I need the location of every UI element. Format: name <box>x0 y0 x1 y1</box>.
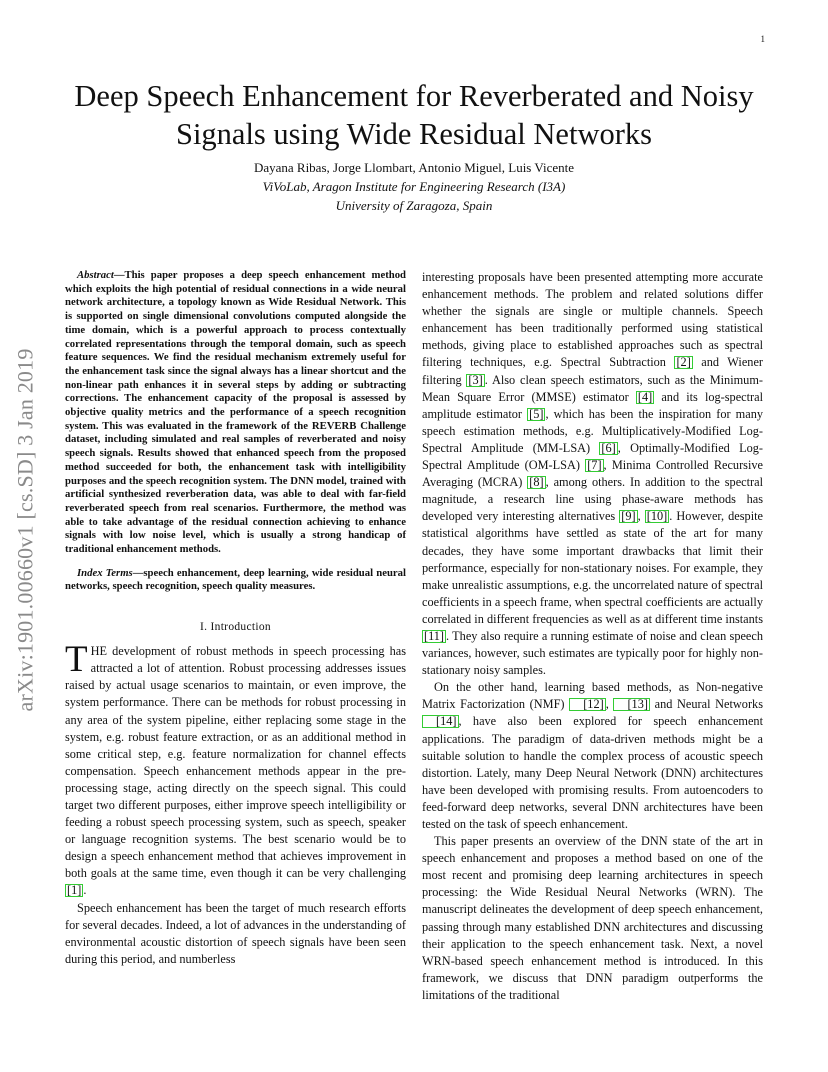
abstract <box>65 269 406 557</box>
author-block <box>70 158 758 215</box>
intro-paragraph-1 <box>65 639 406 899</box>
abstract-label: Abstract <box>77 269 114 281</box>
right-column <box>422 269 763 1004</box>
affiliation-university: University of Zaragoza, Spain <box>335 198 493 213</box>
text-run: interesting proposals have been presented attempting more accurate enhancement methods. The problem and related solutions differ whether the signals are single or multiple channels. Speech enhancement has been traditionally performed using statistical methods, giving place to established approaches such as spectral filtering techniques, e.g. Spectral Subtraction <box>422 270 763 370</box>
left-column <box>65 269 406 968</box>
index-terms <box>65 567 406 594</box>
right-paragraph-1 <box>422 269 763 679</box>
text-run: On the other hand, learning based methods, as Non-negative Matrix Factorization (NMF) <box>422 680 763 712</box>
author-names: Dayana Ribas, Jorge Llombart, Antonio Miguel, Luis Vicente <box>253 160 575 175</box>
index-terms-label: Index Terms <box>77 566 133 579</box>
text-run: , Minima Controlled Recursive Averaging (MCRA) <box>422 458 763 490</box>
citation-link[interactable]: [3] <box>468 372 483 387</box>
text-run: , <box>637 509 645 524</box>
text-run: , have also been explored for speech enhancement applications. The paradigm of data-driven methods might be a suitable solution to handle the complex process of acoustic speech distortion. Lately, many Deep Neural Network (DNN) architectures have been developed with promising results. From autoencoders to feed-forward deep networks, several DNN architectures have been tested on the task of speech enhancement. <box>422 714 763 831</box>
abstract-text: —This paper proposes a deep speech enhancement method which exploits the high potential of residual connections in a wide neural network architecture, a topology known as Wide Residual Network. This is supported on single dimensional convolutions computed alongside the time domain, which is a powerful approach to process contextually correlated representations through the temporal domain, such as speech feature sequences. We find the residual mechanism extremely useful for the enhancement task since the signal always has a linear shortcut and the non-linear path enhances it in several steps by adding or subtracting corrections. The enhancement capacity of the proposal is assessed by objective quality metrics and the performance of a speech recognition system. This was evaluated in the framework of the REVERB Challenge dataset, including simulated and real samples of reverberated and noisy speech signals. Results showed that enhanced speech from the proposed method succeeded for both, the enhancement task with intelligibility purposes and the speech recognition system. The DNN model, trained with artificial synthesized reverberation data, was able to deal with far-field reverberated speech from real scenarios. Furthermore, the method was able to take advantage of the residual connection achieving to enhance signals with low noise level, which is usually a strong handicap of traditional enhancement methods. <box>65 269 406 556</box>
intro-p1-text: HE development of robust methods in speech processing has attracted a lot of attention. Robust processing addresses issues raised by actual usage scenarios to maintain, or even improve, the system performance. There can be methods for robust processing in any area of the system pipeline, either replacing some stage in the system, e.g. robust feature extraction, or as an additional method in some critical step, e.g. feature normalization for channel effects compensation. Speech enhancement methods appear in the pre-processing stage, acting directly on the speech signal. This could target two different purposes, either improve speech intelligibility or feeding a robust speech processing system, such as speech, speaker or language recognition systems. The best scenario would be to design a speech enhancement method that achieves improvement in both goals at the same time, even though it can be very challenging <box>65 644 406 881</box>
text-run: and its log-spectral amplitude estimator <box>422 389 763 421</box>
citation-link[interactable]: [9] <box>621 509 636 524</box>
citation-link[interactable]: [10] <box>646 509 668 524</box>
right-paragraph-2 <box>422 679 763 833</box>
section-heading-introduction: I. Introduction <box>200 621 271 634</box>
text-run: . However, despite statistical algorithms have settled as state of the art for many decades, they have some important drawbacks that limit their performance, especially for non-stationary noises. For example, they make unrealistic assumptions, e.g. the uncorrelated nature of spectral coefficients in a speech frame, when spectral coefficients are actually correlated in different frequencies as well as at different time instants <box>422 509 763 626</box>
text-run: , among others. In addition to the spectral magnitude, a research line using phase-aware methods has developed very interesting alternatives <box>422 475 764 524</box>
intro-paragraph-2: Speech enhancement has been the target of much research efforts for several decades. Indeed, a lot of advances in the understanding of environmental acoustic distortion of speech signals have been seen during this period, and numberless <box>65 900 406 966</box>
text-run: and Wiener filtering <box>422 355 763 387</box>
text-run: , which has been the inspiration for many speech estimation methods, e.g. Multiplicatively-Modified Log-Spectral Amplitude (MM-LSA) <box>422 406 763 455</box>
citation-link[interactable]: [12] <box>569 698 606 711</box>
index-terms-text: —speech enhancement, deep learning, wide residual neural networks, speech recognition, speech quality measures. <box>65 566 406 593</box>
affiliation-lab: ViVoLab, Aragon Institute for Engineering Research (I3A) <box>262 179 566 194</box>
arxiv-id: arXiv:1901.00660v1 [cs.SD] 3 Jan 2019 <box>13 348 38 712</box>
right-paragraph-3: This paper presents an overview of the DNN state of the art in speech enhancement and proposes a method based on one of the most recent and promising deep learning architectures in speech processing: the Wide Residual Neural Networks (WRN). The manuscript delineates the development of deep speech enhancement, passing through many established DNN architectures and discussing their application to the speech enhancement task. Next, a novel WRN-based speech enhancement method is introduced. In this framework, we discuss that DNN paradigm outperforms the limitations of the traditional <box>422 834 763 1002</box>
citation-link[interactable]: [13] <box>613 698 650 711</box>
citation-link[interactable]: [11] <box>424 628 445 643</box>
page-number: 1 <box>760 34 765 44</box>
drop-cap: T <box>65 639 88 681</box>
citation-link[interactable]: [8] <box>529 475 544 490</box>
arxiv-stamp <box>4 300 48 760</box>
citation-link[interactable]: [7] <box>587 458 602 473</box>
citation-link[interactable]: [6] <box>601 440 616 455</box>
text-run: . Also clean speech estimators, such as the Minimum-Mean Square Error (MMSE) estimator <box>422 372 763 404</box>
citation-link[interactable]: [14] <box>422 715 459 728</box>
intro-p1-end: . <box>83 883 87 898</box>
citation-link[interactable]: [2] <box>676 355 691 370</box>
citation-link[interactable]: [5] <box>529 406 544 421</box>
text-run: , Optimally-Modified Log-Spectral Amplitude (OM-LSA) <box>422 440 763 473</box>
text-run: . They also require a running estimate of noise and clean speech variances, however, such estimates are typically poor for highly non-stationary noisy samples. <box>422 628 763 678</box>
text-run: , <box>605 697 614 712</box>
citation-link[interactable]: [4] <box>637 389 653 404</box>
text-run: and Neural Networks <box>649 697 763 712</box>
paper-title: Deep Speech Enhancement for Reverberated and Noisy Signals using Wide Residual Networks <box>74 79 754 151</box>
citation-link[interactable]: [1] <box>67 883 82 898</box>
